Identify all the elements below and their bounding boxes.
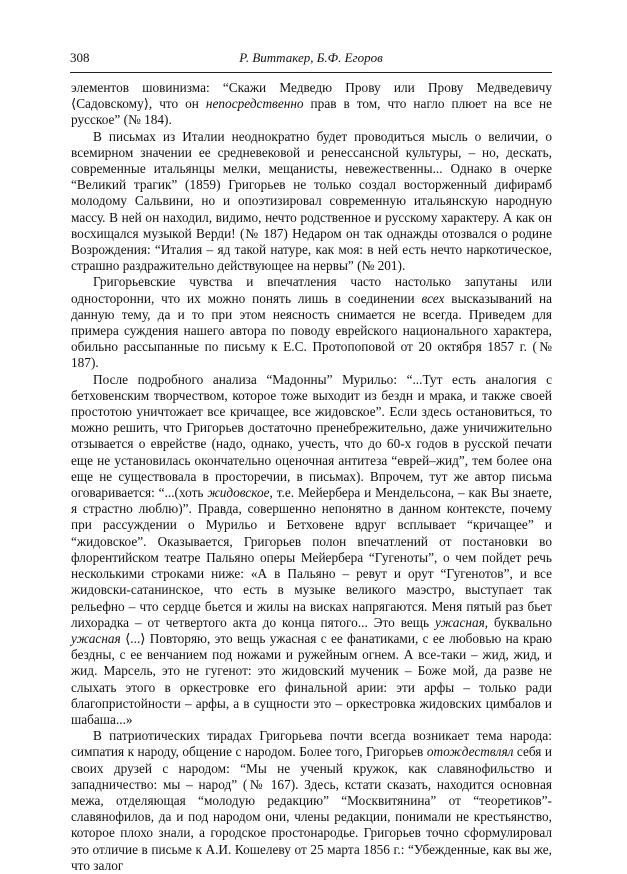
- paragraph: [71, 728, 552, 874]
- text-run: прав в том, что нагло плюет на все не русское” (№ 184).: [71, 96, 553, 128]
- page-header: [70, 48, 552, 68]
- text-run: себя и своих друзей с народом: “Мы не ученый кружок, как славянофильство и западничество: мы – народ” (№ 167). Здесь, кстати сказать, находится основная межа, отделяющая “молодую редакцию” “Москвитянина” от “теоретиков”-славянофилов, да и под народом они, члены редакции, понимали не крестьянство, которое плохо знали, а городское простонародье. Григорьев точно сформулировал это отличие в письме к А.И. Кошелеву от 25 марта 1856 г.: “Убежденные, как вы же, что залог: [71, 744, 552, 873]
- header-rule: [70, 72, 552, 73]
- text-run: В патриотических тирадах Григорьева почти всегда возникает тема народа: симпатия к народу, общение с народом. Более того, Григорьев: [71, 728, 552, 760]
- text-run: ⟨...⟩ Повторяю, это вещь ужасная с ее фанатиками, с ее любовью на краю бездны, с ее венчанием под ножами и ружейным огнем. А все-таки – жид, жид, и жид. Марсель, это не гугенот: это жидовский мученик – Боже мой, да разве не слыхать этого в оркестровке его финальной арии: эти арфы – только ради благопристойности – арфы, а в сущности это – оркестровка жидовских цимбалов и шабаша...»: [71, 630, 552, 727]
- text-run: В письмах из Италии неоднократно будет проводиться мысль о величии, о всемирном значении ее средневековой и ренессансной культуры, – но, дескать, современные итальянцы мелки, мещанисты, невежественны... Однако в очерке “Великий трагик” (1859) Григорьев не только создал восторженный дифирамб молодому Сальвини, но и опоэтизировал современную итальянскую народную массу. В ней он находил, видимо, нечто родственное и русскому характеру. А как он восхищался музыкой Верди! (№ 187) Недаром он так однажды отозвался о родине Возрождения: “Италия – яд такой натуре, как моя: в ней есть нечто наркотическое, страшно раздражительно действующее на нервы” (№ 201).: [71, 128, 552, 274]
- text-run: элементов шовинизма: “Скажи Медведю Прову или Прову Медведевичу ⟨Садовскому⟩, что он: [71, 80, 552, 112]
- emphasis-text: ужасная: [435, 614, 485, 630]
- emphasis-text: непосредственно: [205, 96, 304, 112]
- body-text: [71, 80, 552, 874]
- paragraph: [71, 372, 552, 728]
- running-title: Р. Виттакер, Б.Ф. Егоров: [239, 50, 383, 65]
- emphasis-text: ужасная: [71, 630, 121, 646]
- text-run: , буквально: [484, 614, 552, 630]
- emphasis-text: жидовское: [207, 485, 270, 501]
- page-number: 308: [70, 50, 90, 65]
- emphasis-text: всех: [421, 290, 445, 306]
- paragraph: [71, 80, 552, 129]
- text-run: высказываний на данную тему, да и то при этом неясность снимается не всегда. Приведем для примера суждения нашего автора по поводу еврейского национального характера, обильно рассыпанные по письму к Е.С. Протопоповой от 20 октября 1857 г. (№ 187).: [71, 290, 552, 371]
- text-run: , т.е. Мейербера и Мендельсона, – как Вы знаете, я страстно люблю)”. Правда, совершенно непонятно в данном контексте, почему при рассуждении о Мурильо и Бетховене вдруг всплывает “кричащее” и “жидовское”. Оказывается, Григорьев полон впечатлений от постановки во флорентийском театре Пальяно оперы Мейербера “Гугеноты”, о чем пойдет речь несколькими строками ниже: «А в Пальяно – ревут и орут “Гугенотов”, и все жидовски-сатанинское, что есть в музыке великого маэстро, выступает так рельефно – что сердце бьется и жилы на висках напрягаются. Меня пятый раз бьет лихорадка – от четвертого акта до конца пятого... Это вещь: [71, 485, 552, 630]
- emphasis-text: отождествлял: [426, 744, 514, 760]
- paragraph: [71, 274, 552, 371]
- text-run: После подробного анализа “Мадонны” Мурильо: “...Тут есть аналогия с бетховенским творчеством, которое тоже выходит из бездн и мрака, и также своей простотою уничтожает все кричащее, все жидовское”. Если здесь остановиться, то можно решить, что Григорьев достаточно пренебрежительно, даже уничижительно отзывается о еврействе (надо, однако, учесть, что до 60-х годов в русской печати еще не установилась окончательно оценочная антитеза “еврей–жид”, тем более она еще не существовала в просторечии, в письмах). Впрочем, тут же автор письма оговаривается: “...(хоть: [71, 371, 552, 501]
- text-run: Григорьевские чувства и впечатления часто настолько запутаны или односторонни, что их можно понять лишь в соединении: [71, 274, 552, 306]
- paragraph: [71, 129, 552, 275]
